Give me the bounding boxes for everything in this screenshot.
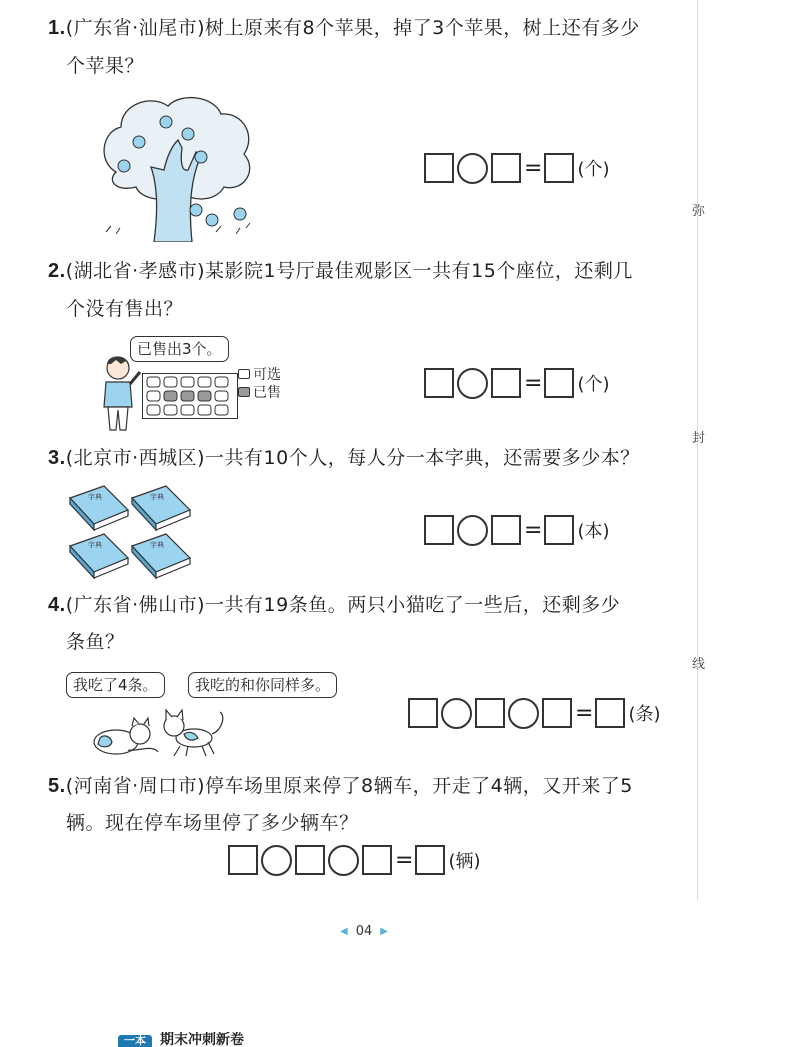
sold-seat-icon [238,387,250,397]
margin-char-mi: 弥 [692,204,706,219]
seat-legend [238,366,281,402]
answer-box[interactable] [228,845,258,875]
question-2-number: 2. [48,260,66,282]
answer-box[interactable] [424,153,454,183]
question-5-line-1 [48,774,633,798]
margin-char-feng: 封 [692,431,706,446]
question-2-line-2: 个没有售出？ [66,298,184,320]
question-5-equation [228,843,480,877]
equals-sign: = [395,847,414,873]
question-1-number: 1. [48,17,66,39]
prev-triangle-icon: ◀ [340,926,348,937]
question-4-speech-bubble-1: 我吃了4条。 [66,672,165,698]
question-4-speech-bubble-2: 我吃的和你同样多。 [188,672,337,698]
next-triangle-icon: ▶ [380,926,388,937]
brand-tag: 一本 [118,1035,152,1047]
operator-circle[interactable] [441,698,472,729]
result-box[interactable] [544,368,574,398]
binding-line [697,0,698,900]
answer-box[interactable] [491,153,521,183]
question-3-line-1 [48,446,640,470]
margin-char-xian: 线 [692,657,706,672]
question-5-unit: (辆) [448,851,481,872]
answer-box[interactable] [408,698,438,728]
question-1-line-2: 个苹果？ [66,55,145,77]
equals-sign: = [524,155,543,181]
question-2-speech-bubble: 已售出3个。 [130,336,229,362]
answer-box[interactable] [295,845,325,875]
question-2-equation [424,366,609,400]
answer-box[interactable] [475,698,505,728]
operator-circle[interactable] [328,845,359,876]
available-seat-icon [238,369,250,379]
question-2-text: (湖北省·孝感市)某影院1号厅最佳观影区一共有15个座位，还剩几 [65,260,633,282]
book-label: 字典 [150,493,164,501]
question-3-equation [424,513,609,547]
question-5-number: 5. [48,775,66,797]
page-number [340,924,388,939]
equals-sign: = [524,370,543,396]
cats-illustration [88,706,238,758]
answer-box[interactable] [424,368,454,398]
result-box[interactable] [544,515,574,545]
apple-tree-illustration [96,92,258,242]
question-4-unit: (条) [628,704,661,725]
legend-sold: 已售 [253,385,281,401]
brand-title: 期末冲刺新卷 [160,1032,244,1047]
question-4-text: (广东省·佛山市)一共有19条鱼。两只小猫吃了一些后，还剩多少 [65,594,621,616]
result-box[interactable] [415,845,445,875]
result-box[interactable] [595,698,625,728]
question-5-text: (河南省·周口市)停车场里原来停了8辆车，开走了4辆，又开来了5 [65,775,633,797]
question-2-unit: (个) [577,374,610,395]
answer-box[interactable] [491,368,521,398]
operator-circle[interactable] [457,153,488,184]
book-label: 字典 [150,541,164,549]
equals-sign: = [524,517,543,543]
operator-circle[interactable] [457,368,488,399]
seat-grid [142,373,238,419]
book-label: 字典 [88,541,102,549]
result-box[interactable] [544,153,574,183]
question-5-line-2: 辆。现在停车场里停了多少辆车？ [66,812,359,834]
question-1-text: (广东省·汕尾市)树上原来有8个苹果，掉了3个苹果，树上还有多少 [65,17,640,39]
equals-sign: = [575,700,594,726]
page-number-text: 04 [355,924,373,939]
legend-available: 可选 [253,367,281,383]
footer-brand [118,1032,244,1047]
answer-box[interactable] [542,698,572,728]
question-1-line-1 [48,16,640,40]
question-4-line-1 [48,593,620,617]
question-1-equation [424,151,609,185]
question-4-equation [408,696,660,730]
answer-box[interactable] [491,515,521,545]
question-3-number: 3. [48,447,66,469]
answer-box[interactable] [362,845,392,875]
question-4-number: 4. [48,594,66,616]
dictionaries-illustration [66,484,200,582]
boy-illustration [96,352,144,436]
question-4-line-2: 条鱼？ [66,631,125,653]
question-3-text: (北京市·西城区)一共有10个人，每人分一本字典，还需要多少本？ [65,447,640,469]
question-1-unit: (个) [577,159,610,180]
book-label: 字典 [88,493,102,501]
answer-box[interactable] [424,515,454,545]
question-3-unit: (本) [577,521,610,542]
question-2-line-1 [48,259,633,283]
operator-circle[interactable] [457,515,488,546]
operator-circle[interactable] [261,845,292,876]
operator-circle[interactable] [508,698,539,729]
